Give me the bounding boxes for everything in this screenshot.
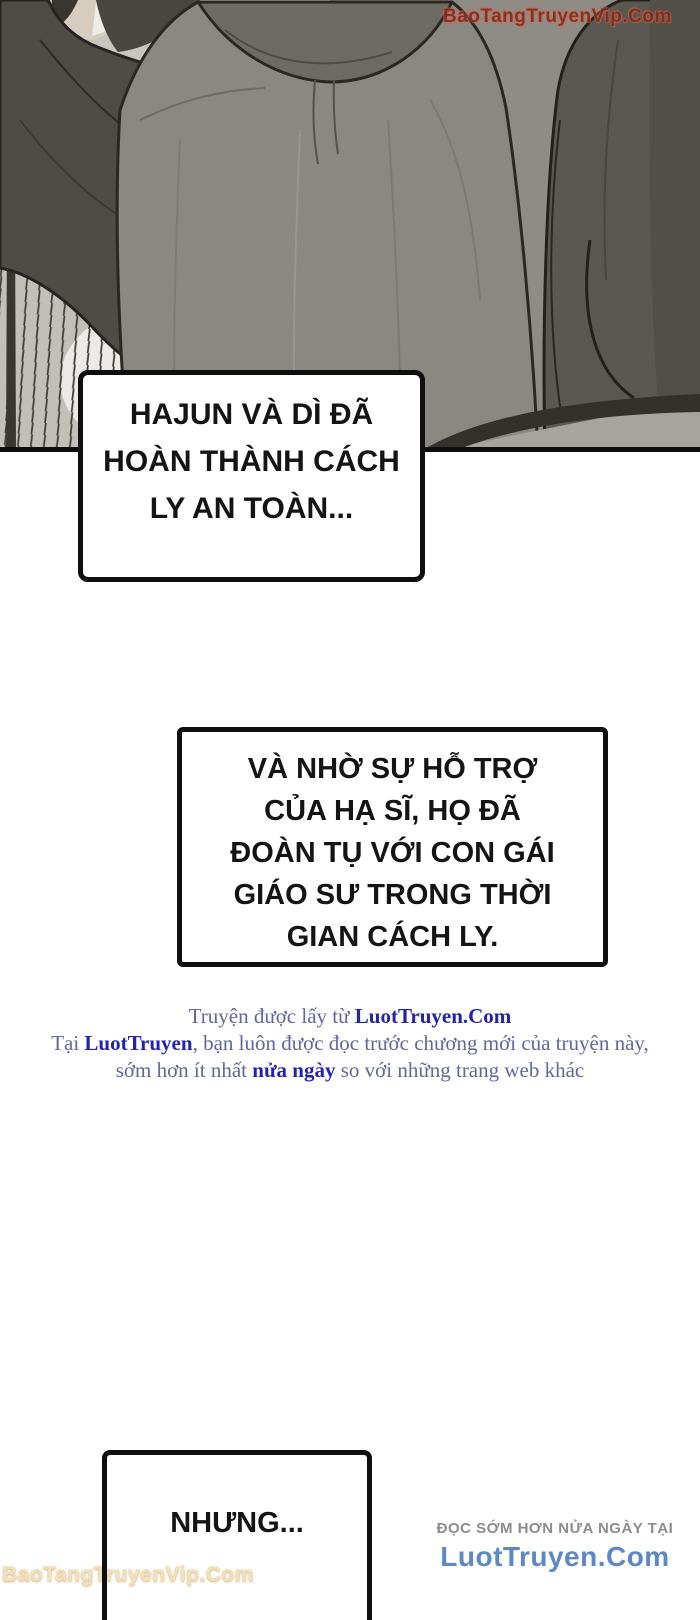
footer-site-name: LuotTruyen.Com (440, 1541, 670, 1572)
caption-line: VÀ NHỜ SỰ HỖ TRỢ (247, 753, 538, 785)
caption-line: NHƯNG... (170, 1507, 304, 1539)
caption-box-2 (177, 727, 608, 967)
credit-highlight: nửa ngày (252, 1058, 336, 1082)
credit-text: Tại (51, 1031, 85, 1055)
credit-text: sớm hơn ít nhất (115, 1058, 253, 1082)
credit-text: Truyện được lấy từ (188, 1004, 355, 1028)
credit-line-1 (0, 1003, 700, 1030)
credit-site-name: LuotTruyen (84, 1031, 193, 1055)
credit-site-name: LuotTruyen.Com (354, 1004, 512, 1028)
footer-site-promo (410, 1520, 700, 1573)
caption-box-1 (78, 370, 425, 582)
credit-line-3 (0, 1057, 700, 1084)
footer-promo-label: ĐỌC SỚM HƠN NỬA NGÀY TẠI (436, 1520, 674, 1537)
credit-text: , bạn luôn được đọc trước chương mới của truyện này, (192, 1031, 649, 1055)
watermark-bottom-left: BaoTangTruyenVip.Com (2, 1563, 254, 1586)
caption-line: LY AN TOÀN... (149, 492, 354, 525)
caption-line: HAJUN VÀ DÌ ĐÃ (129, 398, 374, 431)
caption-line: GIÁO SƯ TRONG THỜI (233, 879, 552, 911)
credit-text: so với những trang web khác (335, 1058, 585, 1082)
translator-credit (0, 1003, 700, 1084)
caption-line: CỦA HẠ SĨ, HỌ ĐÃ (264, 795, 521, 827)
caption-box-3 (102, 1450, 372, 1620)
caption-line: ĐOÀN TỤ VỚI CON GÁI (230, 837, 555, 869)
caption-line: HOÀN THÀNH CÁCH (103, 445, 400, 478)
caption-line: GIAN CÁCH LY. (286, 921, 499, 953)
credit-line-2 (0, 1030, 700, 1057)
watermark-top-right: BaoTangTruyenVip.Com (443, 6, 672, 27)
artwork-right-figure-hoodie (544, 0, 700, 452)
